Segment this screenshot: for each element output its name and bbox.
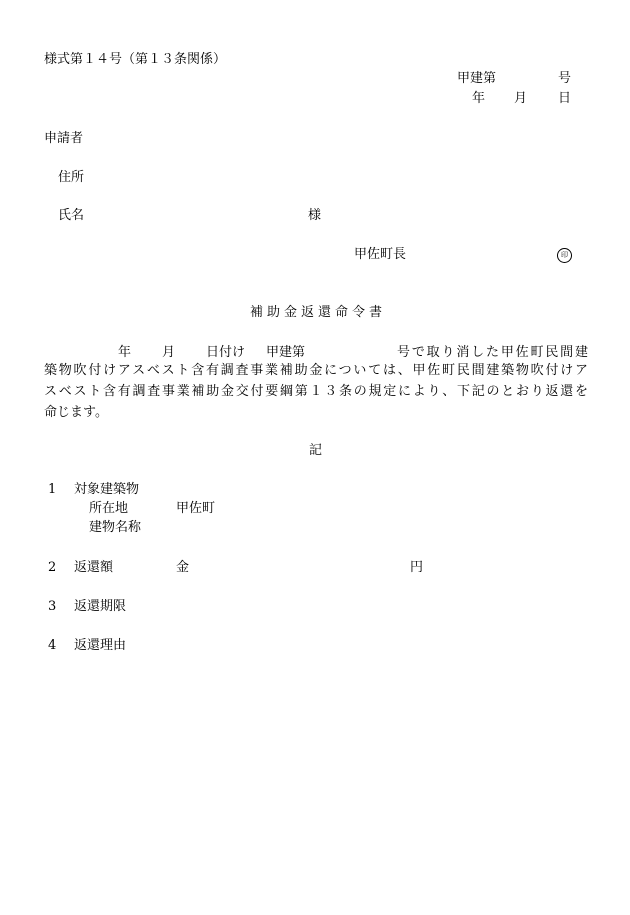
- item2-label: 返還額: [74, 560, 114, 575]
- item4-number: 4: [48, 638, 57, 653]
- note-heading: 記: [309, 443, 323, 458]
- item1-number: 1: [48, 482, 57, 497]
- doc-number-prefix: 甲建第: [457, 71, 497, 86]
- item1-label: 対象建築物: [74, 482, 140, 497]
- item4-label: 返還理由: [74, 638, 127, 653]
- amount-prefix: 金: [176, 560, 190, 575]
- body-line3: スベスト含有調査事業補助金交付要綱第１３条の規定により、下記のとおり返還を: [44, 384, 588, 399]
- item3-number: 3: [48, 599, 57, 614]
- applicant-label: 申請者: [44, 131, 84, 146]
- document-title: 補助金返還命令書: [250, 305, 387, 320]
- date-year: 年: [472, 91, 486, 106]
- applicant-address-label: 住所: [58, 170, 85, 185]
- form-number: 様式第１４号（第１３条関係）: [44, 52, 227, 67]
- body-date-suffix: 日付け: [206, 345, 246, 360]
- body-line1-rest: 号で取り消した甲佐町民間建: [397, 345, 588, 360]
- seal-icon: 印: [557, 248, 572, 263]
- applicant-name-label: 氏名: [58, 208, 85, 223]
- item3-label: 返還期限: [74, 599, 127, 614]
- amount-suffix: 円: [410, 560, 424, 575]
- building-name-label: 建物名称: [89, 520, 142, 535]
- date-month: 月: [514, 91, 528, 106]
- location-value: 甲佐町: [176, 501, 216, 516]
- body-line2: 築物吹付けアスベスト含有調査事業補助金については、甲佐町民間建築物吹付けア: [44, 363, 588, 378]
- date-day: 日: [558, 91, 572, 106]
- body-year: 年: [118, 345, 132, 360]
- issuer-title: 甲佐町長: [354, 247, 407, 262]
- body-number-prefix: 甲建第: [266, 345, 306, 360]
- body-line4: 命じます。: [44, 405, 108, 420]
- seal-mark: [557, 246, 572, 263]
- body-month: 月: [162, 345, 176, 360]
- item2-number: 2: [48, 560, 57, 575]
- location-label: 所在地: [89, 501, 129, 516]
- doc-number-suffix: 号: [558, 71, 572, 86]
- applicant-honorific: 様: [308, 208, 322, 223]
